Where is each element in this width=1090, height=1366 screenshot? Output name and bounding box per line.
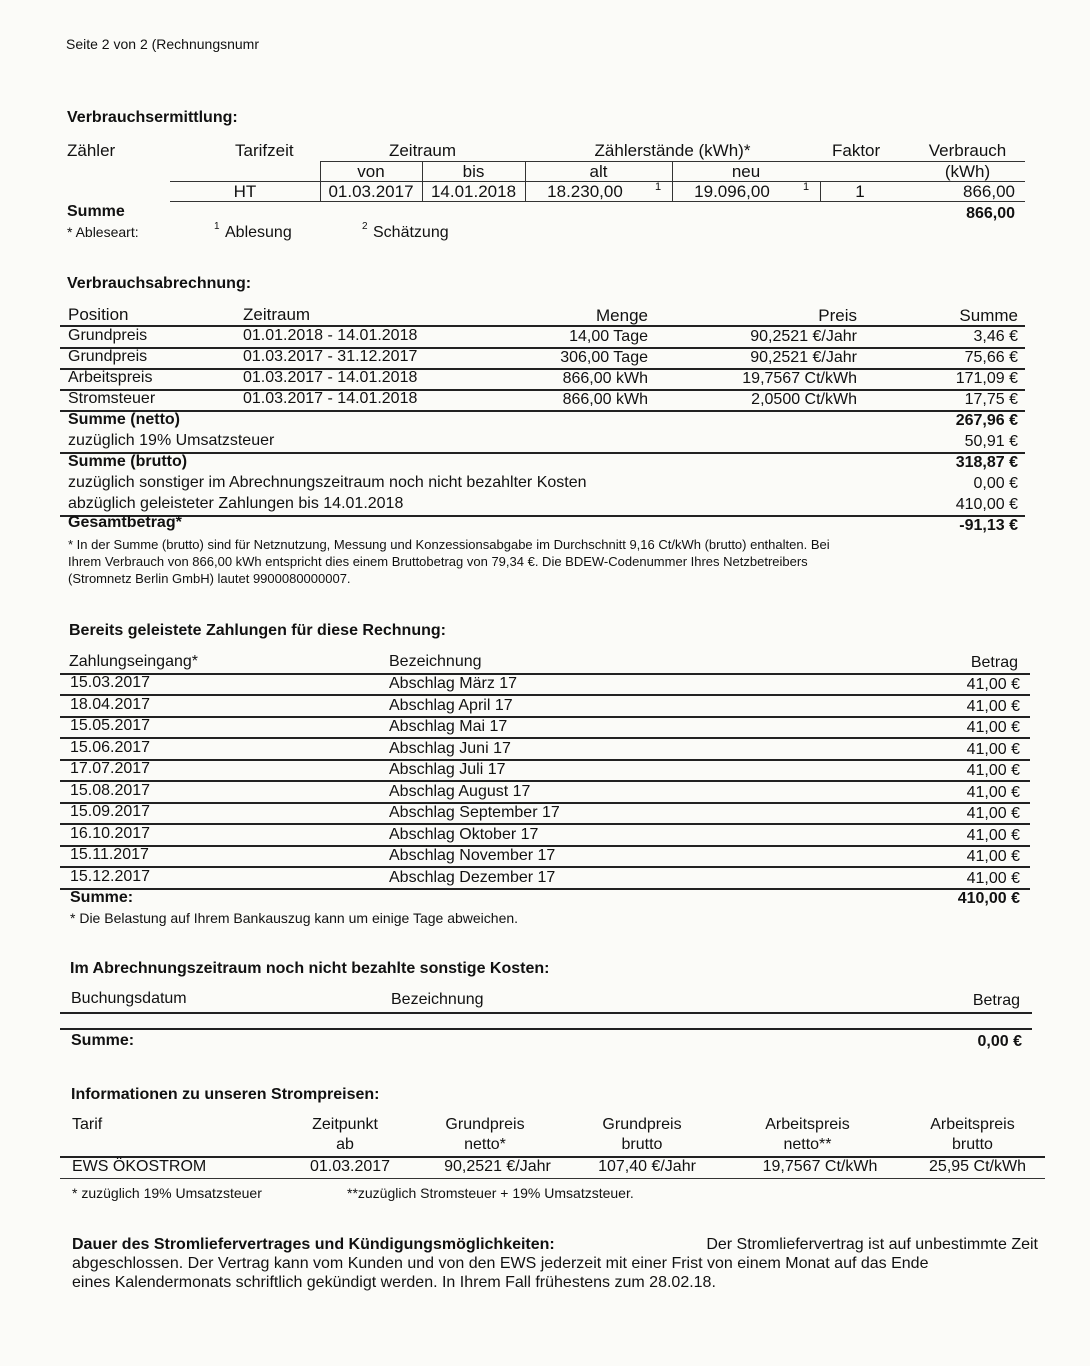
meter-faktor: 1 <box>855 182 865 201</box>
col-header-betrag: Betrag <box>972 992 1020 1009</box>
payment-date: 17.07.2017 <box>70 760 151 777</box>
col-header-zeitraum: Zeitraum <box>243 305 311 324</box>
payment-desc: Abschlag Juli 17 <box>389 761 506 778</box>
col-header-ap-brutto: Arbeitspreis <box>930 1116 1015 1133</box>
col-header-zahlungseingang: Zahlungseingang* <box>69 653 198 670</box>
payment-amount: 41,00 € <box>966 805 1020 822</box>
payment-amount: 41,00 € <box>966 719 1020 736</box>
row-preis: 2,0500 Ct/kWh <box>751 391 857 408</box>
payment-date: 15.05.2017 <box>70 717 151 734</box>
col-header-kwh: (kWh) <box>944 162 991 181</box>
payment-date: 15.06.2017 <box>70 738 151 756</box>
row-zeitraum: 01.01.2018 - 14.01.2018 <box>243 327 418 344</box>
meter-verbrauch: 866,00 <box>963 182 1015 201</box>
unpaid-summe: 0,00 € <box>977 1033 1022 1050</box>
payments-summe-label: Summe: <box>70 889 134 906</box>
divider <box>60 1028 1032 1030</box>
payment-amount: 41,00 € <box>966 783 1020 801</box>
row-divider <box>60 823 1030 825</box>
col-header-faktor: Faktor <box>832 141 881 160</box>
payment-date: 16.10.2017 <box>70 824 151 842</box>
payment-amount: 41,00 € <box>966 762 1020 779</box>
meter-neu-sup: 1 <box>803 181 810 193</box>
col-header-preis: Preis <box>818 306 857 325</box>
payment-desc: Abschlag November 17 <box>389 847 556 864</box>
row-menge: 306,00 Tage <box>560 349 648 366</box>
note-sup-2: 2 <box>362 221 368 232</box>
payment-amount: 41,00 € <box>966 697 1020 715</box>
row-menge: 866,00 kWh <box>562 370 648 387</box>
col-header-tarif: Tarif <box>72 1116 103 1133</box>
payment-amount: 41,00 € <box>966 869 1020 887</box>
row-position: Arbeitspreis <box>68 369 153 386</box>
summe-brutto: 318,87 € <box>955 454 1018 471</box>
price-note-2: **zuzüglich Stromsteuer + 19% Umsatzsteuer. <box>347 1185 634 1201</box>
col-header-ap-netto-2: netto** <box>783 1136 832 1153</box>
divider <box>60 1012 1032 1014</box>
row-divider <box>60 759 1030 761</box>
row-position: Stromsteuer <box>68 390 156 407</box>
row-preis: 90,2521 €/Jahr <box>750 328 857 345</box>
divider <box>60 1178 1045 1179</box>
price-gp-brutto: 107,40 €/Jahr <box>598 1158 696 1175</box>
payment-date: 18.04.2017 <box>70 695 151 713</box>
row-summe: 3,46 € <box>973 328 1018 345</box>
unpaid-summe-label: Summe: <box>71 1032 135 1049</box>
ableseart-label: * Ableseart: <box>67 224 139 240</box>
col-header-menge: Menge <box>596 306 648 325</box>
sonstige-value: 0,00 € <box>973 475 1018 492</box>
note-schaetzung: Schätzung <box>373 224 449 241</box>
row-zeitraum: 01.03.2017 - 31.12.2017 <box>243 348 418 365</box>
payment-desc: Abschlag August 17 <box>389 782 531 800</box>
col-header-alt: alt <box>589 162 608 181</box>
payment-amount: 41,00 € <box>966 826 1020 844</box>
col-header-zeitraum: Zeitraum <box>388 141 457 160</box>
gesamt-label: Gesamtbetrag* <box>68 514 182 531</box>
page-info: Seite 2 von 2 (Rechnungsnumr <box>66 36 259 52</box>
col-header-gp-brutto-2: brutto <box>621 1136 663 1153</box>
payment-date: 15.03.2017 <box>70 674 151 691</box>
summe-brutto-label: Summe (brutto) <box>68 453 188 470</box>
payment-desc: Abschlag Oktober 17 <box>389 825 539 843</box>
divider <box>60 325 1025 327</box>
col-header-von: von <box>357 162 385 181</box>
meter-tarifzeit: HT <box>233 182 257 201</box>
col-header-zeitpunkt: Zeitpunkt <box>312 1116 378 1133</box>
payment-date: 15.11.2017 <box>70 846 149 863</box>
divider <box>60 452 1025 454</box>
meter-alt: 18.230,00 <box>547 182 623 201</box>
contract-title: Dauer des Stromliefervertrages und Kündigungsmöglichkeiten: <box>72 1236 555 1253</box>
price-tarif: EWS ÖKOSTROM <box>72 1158 207 1175</box>
meter-alt-sup: 1 <box>655 181 662 193</box>
payment-desc: Abschlag März 17 <box>389 675 518 692</box>
note-sup-1: 1 <box>214 221 220 232</box>
row-menge: 866,00 kWh <box>562 391 648 408</box>
row-preis: 90,2521 €/Jahr <box>750 349 857 366</box>
payment-desc: Abschlag Juni 17 <box>389 739 511 757</box>
price-gp-netto: 90,2521 €/Jahr <box>444 1158 551 1175</box>
col-header-bezeichnung: Bezeichnung <box>389 653 482 670</box>
row-summe: 17,75 € <box>964 391 1018 408</box>
summe-verbrauch: 866,00 <box>966 205 1015 222</box>
zahlungen-label: abzüglich geleisteter Zahlungen bis 14.01.2018 <box>68 495 404 512</box>
ust-label: zuzüglich 19% Umsatzsteuer <box>68 432 275 449</box>
section-title-verbrauchsabrechnung: Verbrauchsabrechnung: <box>67 275 252 292</box>
row-position: Grundpreis <box>68 327 148 344</box>
col-header-summe: Summe <box>959 306 1018 325</box>
zahlungen-value: 410,00 € <box>955 496 1018 513</box>
meter-von: 01.03.2017 <box>328 182 414 201</box>
ust-value: 50,91 € <box>964 433 1018 450</box>
section-title-verbrauchsermittlung: Verbrauchsermittlung: <box>67 109 238 126</box>
footnote-line: * In der Summe (brutto) sind für Netznutzung, Messung und Konzessionsabgabe im Durchschnitt 9,16 Ct/kWh (brutto) enthalten. Bei <box>68 537 830 552</box>
payment-amount: 41,00 € <box>966 676 1020 693</box>
col-header-gp-brutto: Grundpreis <box>602 1116 682 1133</box>
row-preis: 19,7567 Ct/kWh <box>742 370 857 387</box>
payment-desc: Abschlag Dezember 17 <box>389 868 556 886</box>
meter-bis: 14.01.2018 <box>430 182 517 201</box>
row-divider <box>60 737 1030 739</box>
col-header-zaehler: Zähler <box>67 141 116 160</box>
payment-date: 15.09.2017 <box>70 803 151 820</box>
payment-desc: Abschlag September 17 <box>389 804 560 821</box>
row-divider <box>60 888 1030 890</box>
section-title-strompreise: Informationen zu unseren Strompreisen: <box>71 1086 380 1103</box>
divider <box>60 673 1030 675</box>
meter-neu: 19.096,00 <box>694 182 770 201</box>
row-zeitraum: 01.03.2017 - 14.01.2018 <box>243 369 418 386</box>
payment-date: 15.08.2017 <box>70 781 151 799</box>
payment-amount: 41,00 € <box>966 740 1020 758</box>
price-ap-netto: 19,7567 Ct/kWh <box>762 1158 878 1175</box>
price-zeitpunkt: 01.03.2017 <box>309 1158 391 1175</box>
col-header-gp-netto: Grundpreis <box>445 1116 525 1133</box>
footnote-line: (Stromnetz Berlin GmbH) lautet 9900080000007. <box>68 571 351 586</box>
summe-label: Summe <box>67 203 125 220</box>
price-note-1: * zuzüglich 19% Umsatzsteuer <box>72 1185 262 1201</box>
summe-netto-label: Summe (netto) <box>68 411 180 428</box>
row-position: Grundpreis <box>68 348 148 365</box>
divider <box>60 515 1025 517</box>
col-header-gp-netto-2: netto* <box>464 1136 506 1153</box>
col-header-zaehlerstaende: Zählerstände (kWh)* <box>594 141 751 160</box>
payment-amount: 41,00 € <box>966 848 1020 865</box>
row-menge: 14,00 Tage <box>569 328 648 345</box>
contract-line: eines Kalendermonats schriftlich gekündigt werden. In Ihrem Fall frühestens zum 28.02.18. <box>72 1274 716 1291</box>
row-summe: 171,09 € <box>955 370 1018 387</box>
contract-line: abgeschlossen. Der Vertrag kann vom Kunden und von den EWS jederzeit mit einer Frist von einem Monat auf das Ende <box>72 1255 929 1272</box>
col-header-buchungsdatum: Buchungsdatum <box>71 990 187 1007</box>
col-header-ap-brutto-2: brutto <box>952 1136 993 1153</box>
payment-desc: Abschlag Mai 17 <box>389 718 508 735</box>
row-divider <box>60 780 1030 782</box>
payment-date: 15.12.2017 <box>70 867 151 885</box>
row-divider <box>60 410 1025 412</box>
contract-paragraph <box>72 1236 1038 1292</box>
row-divider <box>60 716 1030 718</box>
col-header-bis: bis <box>462 162 485 181</box>
col-header-bezeichnung: Bezeichnung <box>391 991 484 1008</box>
summe-netto: 267,96 € <box>955 412 1018 429</box>
row-zeitraum: 01.03.2017 - 14.01.2018 <box>243 390 418 407</box>
col-header-ap-netto: Arbeitspreis <box>765 1116 850 1133</box>
price-ap-brutto: 25,95 Ct/kWh <box>929 1158 1026 1175</box>
divider <box>170 201 1025 202</box>
col-header-position: Position <box>68 305 129 324</box>
payment-desc: Abschlag April 17 <box>389 696 513 714</box>
contract-line: Der Stromliefervertrag ist auf unbestimmte Zeit <box>706 1236 1038 1253</box>
footnote-line: Ihrem Verbrauch von 866,00 kWh entspricht dies einem Bruttobetrag von 79,34 €. Die BDEW-Codenummer Ihres Netzbetreibers <box>68 554 808 569</box>
col-header-betrag: Betrag <box>970 654 1018 671</box>
section-title-zahlungen: Bereits geleistete Zahlungen für diese Rechnung: <box>69 622 446 639</box>
row-summe: 75,66 € <box>964 349 1018 366</box>
col-header-zeitpunkt-ab: ab <box>336 1136 354 1153</box>
row-divider <box>60 694 1030 696</box>
payments-footnote: * Die Belastung auf Ihrem Bankauszug kann um einige Tage abweichen. <box>70 910 519 926</box>
col-header-tarifzeit: Tarifzeit <box>235 141 294 160</box>
col-header-verbrauch: Verbrauch <box>928 141 1007 160</box>
gesamt-value: -91,13 € <box>959 517 1018 534</box>
section-title-unbezahlt: Im Abrechnungszeitraum noch nicht bezahlte sonstige Kosten: <box>70 960 550 977</box>
col-header-neu: neu <box>731 162 761 181</box>
note-ablesung: Ablesung <box>225 224 292 241</box>
sonstige-label: zuzüglich sonstiger im Abrechnungszeitraum noch nicht bezahlter Kosten <box>68 474 587 491</box>
payments-summe: 410,00 € <box>957 890 1020 907</box>
